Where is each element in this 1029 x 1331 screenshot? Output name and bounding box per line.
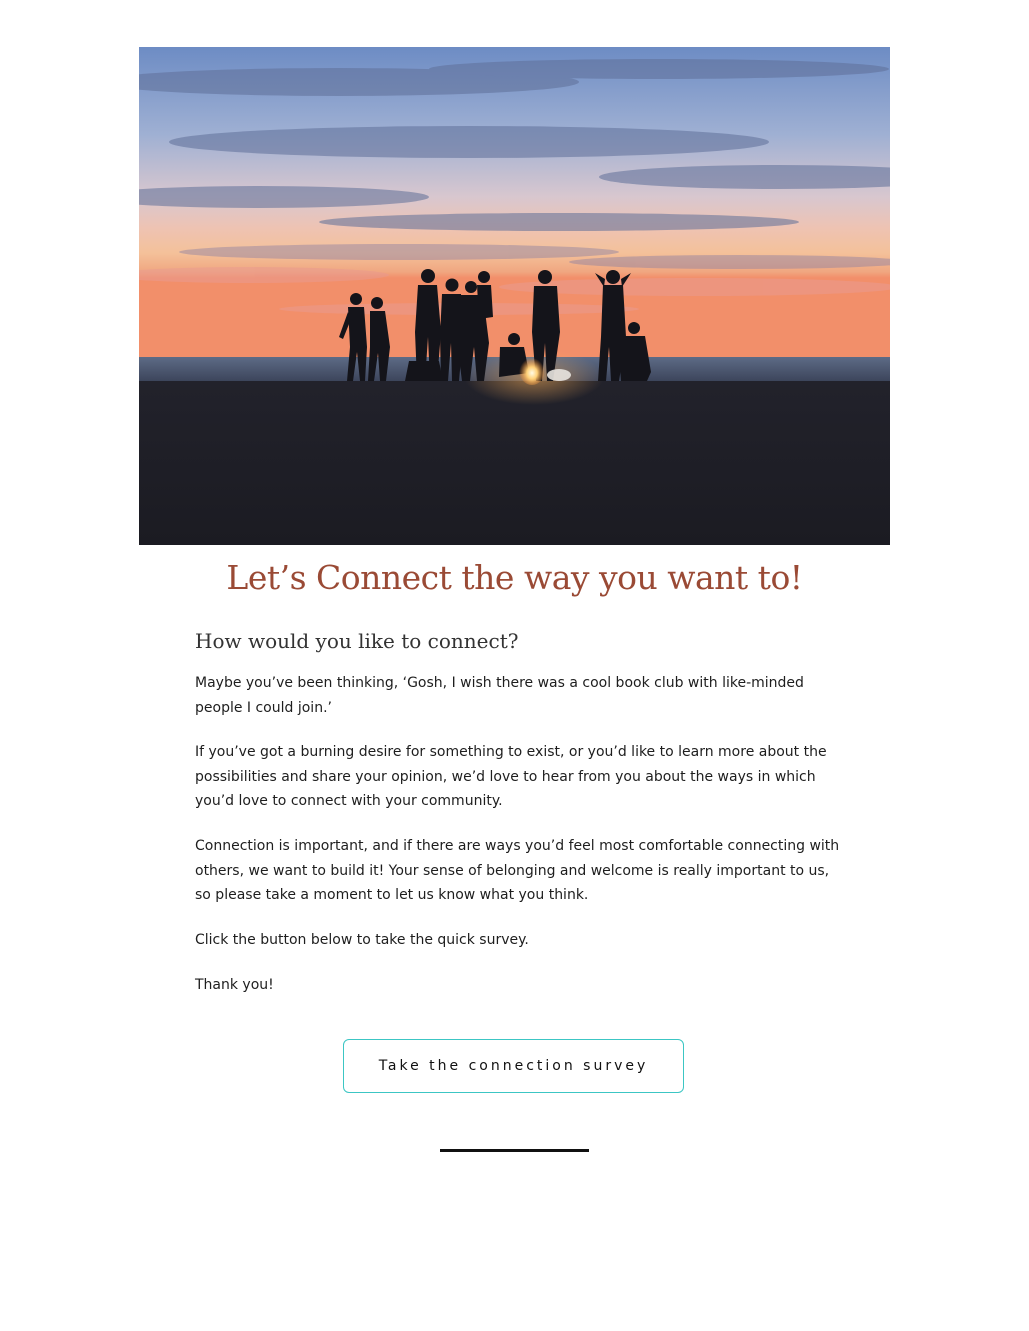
take-survey-button[interactable]: Take the connection survey <box>343 1039 684 1093</box>
page-headline: Let’s Connect the way you want to! <box>226 558 803 597</box>
paragraph-survey-instruction: Click the button below to take the quick survey. <box>195 932 529 948</box>
paragraph-connection-important: Connection is important, and if there are ways you’d feel most comfortable connecting with others, we want to build it! Your sense of belonging and welcome is really important to us, so please take a moment to let us know what you think. <box>195 838 840 903</box>
paragraph-book-club: Maybe you’ve been thinking, ‘Gosh, I wish there was a cool book club with like-minded people I could join.’ <box>195 675 804 716</box>
hero-image <box>139 47 890 545</box>
paragraph-thank-you: Thank you! <box>195 977 274 993</box>
paragraph-burning-desire: If you’ve got a burning desire for something to exist, or you’d like to learn more about the possibilities and share your opinion, we’d love to hear from you about the ways in which you’d love to connect with your community. <box>195 744 827 809</box>
section-subheading: How would you like to connect? <box>195 629 519 653</box>
divider-line <box>440 1149 589 1152</box>
